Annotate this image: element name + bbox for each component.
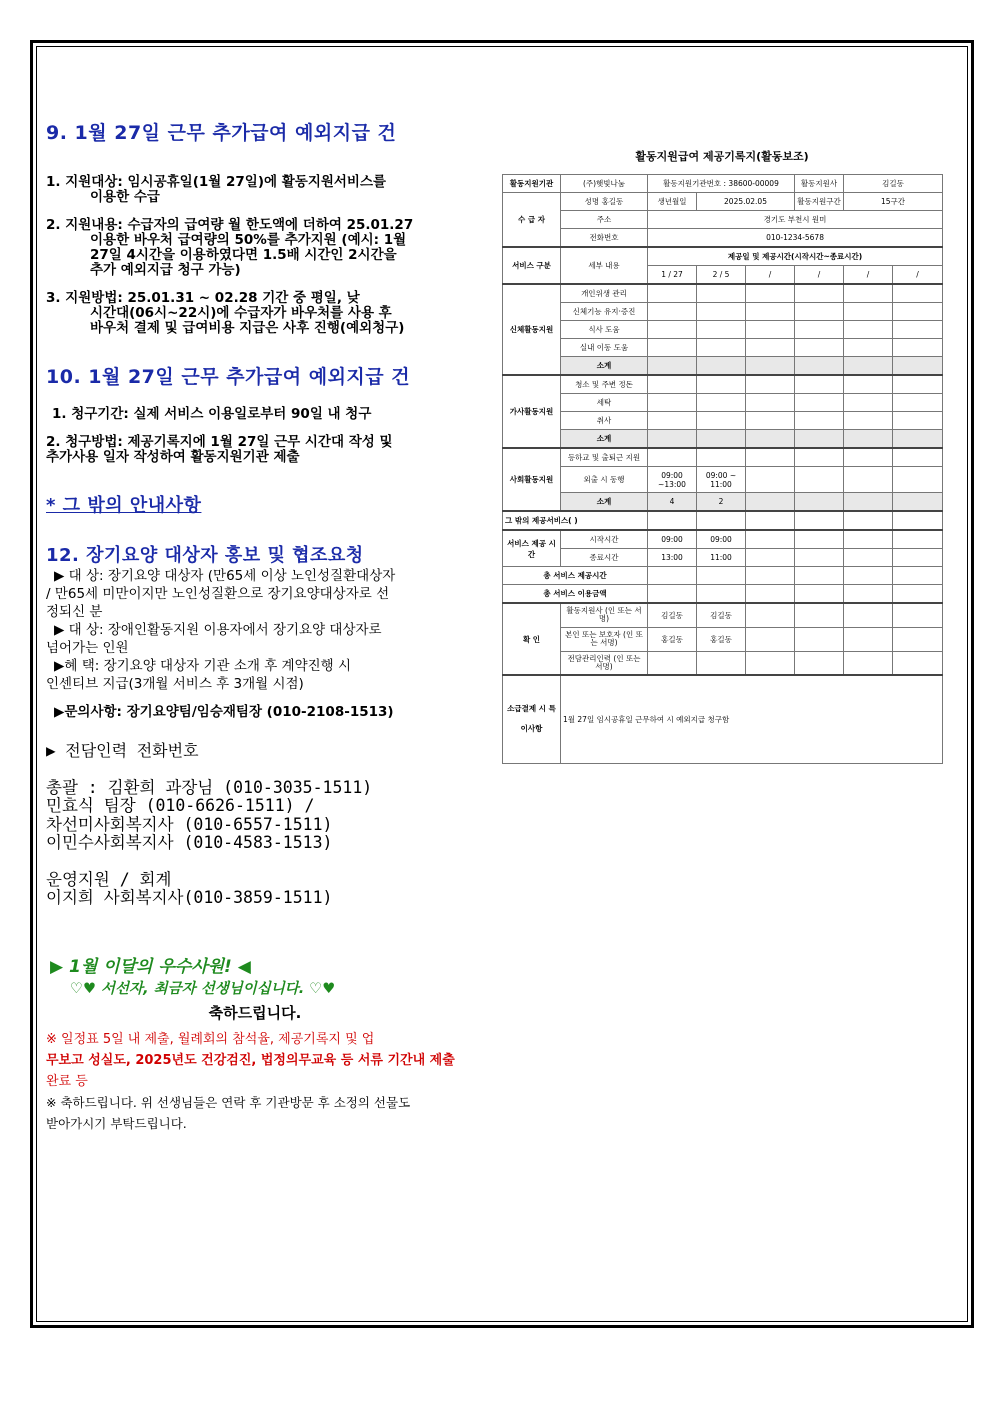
- date-cell: /: [893, 266, 943, 285]
- special-note-text: 1월 27일 임시공휴일 근무하여 시 예외지급 청구함: [561, 675, 943, 763]
- date-cell: /: [795, 266, 844, 285]
- section10-title: 10. 1월 27일 근무 추가급여 예외지급 건: [46, 366, 411, 388]
- address-value: 경기도 부천시 원미: [648, 211, 943, 229]
- section9-title: 9. 1월 27일 근무 추가급여 예외지급 건: [46, 122, 397, 144]
- birth-label: 생년월일: [648, 193, 697, 211]
- section12-line: ▶혜 택: 장기요양 대상자 기관 소개 후 계약진행 시: [54, 658, 352, 674]
- social-item: 등하교 및 출퇴근 지원: [561, 448, 648, 467]
- agency-number: 활동지원기관번호 : 38600-00009: [648, 175, 795, 193]
- service-type-label: 서비스 구분: [503, 247, 561, 284]
- contact-line: 총괄 : 김환희 과장님 (010-3035-1511): [46, 777, 373, 797]
- body-item: 실내 이동 도움: [561, 339, 648, 357]
- start-label: 시작시간: [561, 530, 648, 549]
- date-header: 제공일 및 제공시간(시작시간~종료시간): [648, 247, 943, 266]
- date-cell: 2 / 5: [697, 266, 746, 285]
- confirm-sign: 홍길동: [648, 627, 697, 651]
- confirm-sign: 김길동: [697, 603, 746, 627]
- subtotal-label: 소계: [561, 493, 648, 512]
- form-title: 활동지원급여 제공기록지(활동보조): [635, 150, 809, 163]
- end-label: 종료시간: [561, 549, 648, 567]
- confirm-recipient-label: 본인 또는 보호자 (인 또는 서명): [561, 627, 648, 651]
- left-column: [46, 118, 464, 1134]
- end-time: 13:00: [648, 549, 697, 567]
- body-item: 신체기능 유지·증진: [561, 303, 648, 321]
- contact-line: 민효식 팀장 (010-6626-1511) /: [46, 796, 315, 815]
- section9-item-2-cont: 이용한 바우처 급여량의 50%를 추가지원 (예시: 1월: [90, 232, 407, 248]
- staff-names: ♡♥ 서선자, 최금자 선생님이십니다. ♡♥: [70, 980, 336, 997]
- social-subtotal: 4: [648, 493, 697, 512]
- birth-value: 2025.02.05: [697, 193, 795, 211]
- service-time-label: 서비스 제공 시간: [503, 530, 561, 567]
- section12-line: / 만65세 미만이지만 노인성질환으로 장기요양대상자로 선: [46, 586, 390, 602]
- date-cell: /: [746, 266, 795, 285]
- ops-line: 이지희 사회복지사(010-3859-1511): [46, 888, 333, 907]
- subtotal-label: 소계: [561, 430, 648, 449]
- section9-item-2-line: 2. 지원내용: 수급자의 급여량 월 한도액에 더하여 25.01.27: [46, 217, 414, 233]
- subtotal-label: 소계: [561, 357, 648, 376]
- detail-label: 세부 내용: [561, 247, 648, 284]
- section9-item: [46, 291, 464, 336]
- section9-item-1-cont: 이용한 수급: [90, 189, 160, 205]
- zone-label: 활동지원구간: [795, 193, 844, 211]
- contact-line: 차선미사회복지사 (010-6557-1511): [46, 814, 333, 834]
- address-label: 주소: [561, 211, 648, 229]
- section12-title: 12. 장기요양 대상자 홍보 및 협조요청: [46, 545, 364, 566]
- house-support-label: 가사활동지원: [503, 375, 561, 448]
- form-table: [502, 174, 943, 764]
- section12-line: 정되신 분: [46, 604, 103, 620]
- section9-item: [46, 175, 464, 205]
- social-time-cell: 09:00 ~ 11:00: [697, 467, 746, 493]
- section12-line: ▶ 대 상: 장기요양 대상자 (만65세 이상 노인성질환대상자: [54, 568, 396, 584]
- house-item: 청소 및 주변 정돈: [561, 375, 648, 394]
- red-note: ※ 일정표 5일 내 제출, 월례회의 참석율, 제공기록지 및 업: [46, 1031, 375, 1047]
- confirm-manager-label: 전담관리인력 (인 또는 서명): [561, 651, 648, 675]
- section12-line: ▶ 대 상: 장애인활동지원 이용자에서 장기요양 대상자로: [54, 622, 382, 638]
- zone-value: 15구간: [844, 193, 943, 211]
- staff-title: ▶ 1월 이달의 우수사원! ◀: [50, 956, 251, 977]
- body-item: 개인위생 관리: [561, 284, 648, 303]
- name-value: 홍길동: [601, 197, 624, 206]
- house-item: 세탁: [561, 394, 648, 412]
- section10-item-1: 1. 청구기간: 실제 서비스 이용일로부터 90일 내 청구: [52, 406, 372, 422]
- congrats-text: 축하드립니다.: [208, 1003, 302, 1022]
- contacts-title: ▶ 전담인력 전화번호: [46, 741, 199, 760]
- start-time: 09:00: [697, 530, 746, 549]
- body-support-label: 신체활동지원: [503, 284, 561, 375]
- provision-record-form: [502, 148, 942, 764]
- section9-item-2-cont: 추가 예외지급 청구 가능): [90, 262, 241, 278]
- social-subtotal: 2: [697, 493, 746, 512]
- gift-note: ※ 축하드립니다. 위 선생님들은 연락 후 기관방문 후 소정의 선물도: [46, 1094, 411, 1110]
- phone-label: 전화번호: [561, 229, 648, 248]
- section9-item-3-cont: 바우처 결제 및 급여비용 지급은 사후 진행(예외청구): [90, 320, 405, 336]
- house-item: 취사: [561, 412, 648, 430]
- name-label: 성명: [584, 197, 600, 206]
- section12-line: 넘어가는 인원: [46, 640, 129, 656]
- ops-line: 운영지원 / 회계: [46, 869, 172, 889]
- section10-item-2-cont: 추가사용 일자 작성하여 활동지원기관 제출: [46, 449, 300, 465]
- confirm-helper-label: 활동지원사 (인 또는 서명): [561, 603, 648, 627]
- social-item: 외출 시 동행: [561, 467, 648, 493]
- name-cell: [561, 193, 648, 211]
- section12-line: 인센티브 지급(3개월 서비스 후 3개월 시점): [46, 676, 304, 692]
- etc-notice-title: * 그 밖의 안내사항: [46, 495, 202, 516]
- body-item: 식사 도움: [561, 321, 648, 339]
- date-cell: /: [844, 266, 893, 285]
- social-time-cell: 09:00 ~13:00: [648, 467, 697, 493]
- total-time-label: 총 서비스 제공시간: [503, 567, 648, 585]
- confirm-sign: 김길동: [648, 603, 697, 627]
- special-note-label: 소급결제 시 특이사항: [503, 675, 561, 763]
- confirm-sign: 홍길동: [697, 627, 746, 651]
- agency-label: 활동지원기관: [503, 175, 561, 193]
- start-time: 09:00: [648, 530, 697, 549]
- red-note: 무보고 성실도, 2025년도 건강검진, 법정의무교육 등 서류 기간내 제출: [46, 1052, 455, 1068]
- section9-item-3-line: 3. 지원방법: 25.01.31 ~ 02.28 기간 중 평일, 낮: [46, 290, 360, 306]
- section12-inquiry: ▶문의사항: 장기요양팀/임승재팀장 (010-2108-1513): [54, 704, 394, 720]
- red-note: 완료 등: [46, 1073, 88, 1089]
- gift-note: 받아가시기 부탁드립니다.: [46, 1115, 187, 1131]
- section9-item: [46, 218, 464, 278]
- end-time: 11:00: [697, 549, 746, 567]
- date-cell: 1 / 27: [648, 266, 697, 285]
- section9-item-3-cont: 시간대(06시~22시)에 수급자가 바우처를 사용 후: [90, 305, 392, 321]
- section9-item-2-cont: 27일 4시간을 이용하였다면 1.5배 시간인 2시간을: [90, 247, 397, 263]
- section10-item-2: 2. 청구방법: 제공기록지에 1월 27일 근무 시간대 작성 및: [46, 434, 393, 450]
- contact-line: 이민수사회복지사 (010-4583-1513): [46, 833, 333, 852]
- social-support-label: 사회활동지원: [503, 448, 561, 511]
- helper-value: 김길동: [844, 175, 943, 193]
- other-service-label: 그 밖의 제공서비스( ): [503, 511, 648, 530]
- helper-label: 활동지원사: [795, 175, 844, 193]
- recipient-label: 수 급 자: [503, 193, 561, 248]
- agency-value: (주)햇빛나눔: [561, 175, 648, 193]
- confirm-label: 확 인: [503, 603, 561, 675]
- total-amount-label: 총 서비스 이용금액: [503, 585, 648, 604]
- phone-value: 010-1234-5678: [648, 229, 943, 248]
- section9-item-1-line: 1. 지원대상: 임시공휴일(1월 27일)에 활동지원서비스를: [46, 174, 387, 190]
